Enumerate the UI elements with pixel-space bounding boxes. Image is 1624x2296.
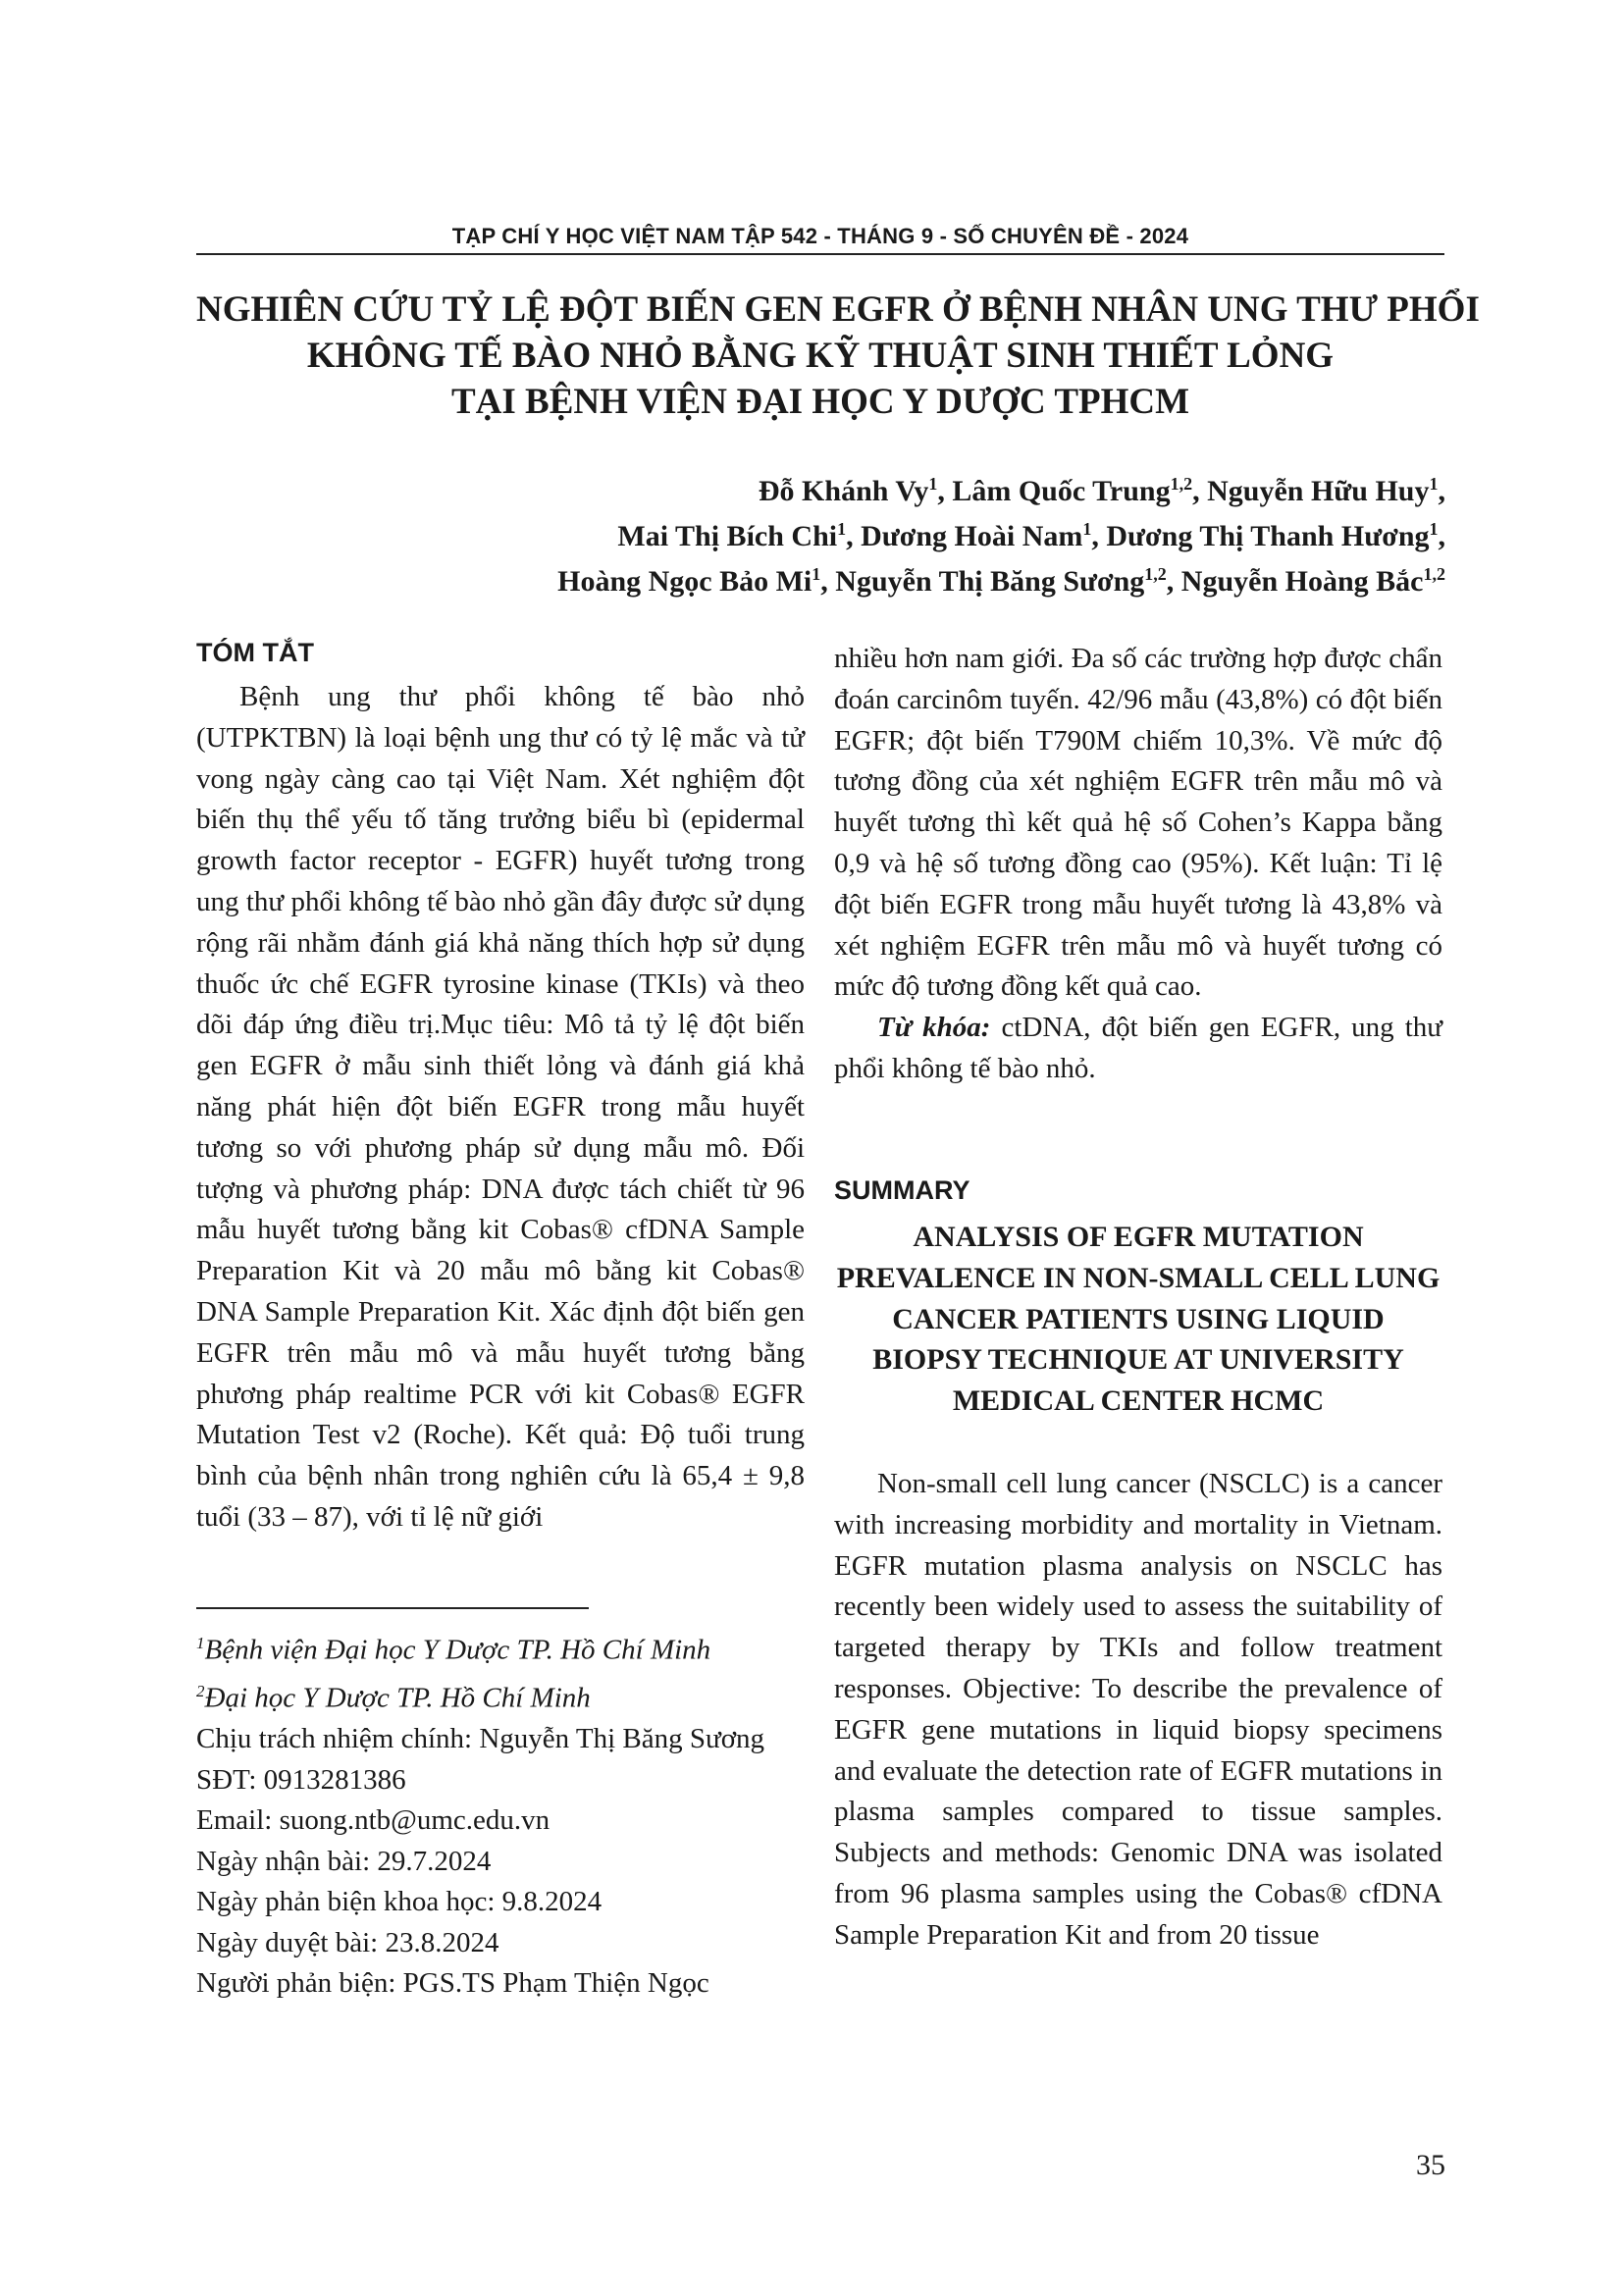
author-line-2: Mai Thị Bích Chi$^1$, Dương Hoài Nam$^1$, Dương Thị Thanh Hương$^1$,: [617, 519, 1445, 552]
affiliation-2: [196, 1671, 824, 1719]
journal-header: TẠP CHÍ Y HỌC VIỆT NAM TẬP 542 - THÁNG 9 - SỐ CHUYÊN ĐỀ - 2024: [451, 224, 1189, 248]
affiliation-1: [196, 1623, 824, 1671]
keywords-text: ctDNA, đột biến gen EGFR, ung thư phổi không tế bào nhỏ.: [834, 1012, 1442, 1084]
affiliation-text: Đại học Y Dược TP. Hồ Chí Minh: [204, 1682, 591, 1714]
title-line-2: KHÔNG TẾ BÀO NHỎ BẰNG KỸ THUẬT SINH THIẾT LỎNG: [306, 336, 1335, 376]
affiliation-mark: 2: [196, 1682, 205, 1701]
reviewer: Người phản biện: PGS.TS Phạm Thiện Ngọc: [196, 1967, 709, 2000]
abstract-en-column: [834, 1464, 1442, 1957]
title-line-3: TẠI BỆNH VIỆN ĐẠI HỌC Y DƯỢC TPHCM: [450, 382, 1190, 422]
author-affiliation-mark: 1,2: [1144, 564, 1167, 584]
article-title: [196, 287, 1480, 425]
footnote-rule: [196, 1607, 589, 1609]
author-affiliation-mark: 1,2: [1423, 564, 1445, 584]
author-name: Lâm Quốc Trung: [952, 475, 1171, 507]
email: Email: suong.ntb@umc.edu.vn: [196, 1804, 550, 1837]
abstract-vi-right-column: [834, 639, 1442, 1090]
abstract-vi-paragraph: Bệnh ung thư phổi không tế bào nhỏ (UTPKTBN) là loại bệnh ung thư có tỷ lệ mắc và tử vong ngày càng cao tại Việt Nam. Xét nghiệm đột biến thụ thể yếu tố tăng trưởng biểu bì (epidermal growth factor receptor - EGFR) huyết tương trong ung thư phổi không tế bào nhỏ gần đây được sử dụng rộng rãi nhằm đánh giá khả năng thích hợp sử dụng thuốc ức chế EGFR tyrosine kinase (TKIs) và theo dõi đáp ứng điều trị.Mục tiêu: Mô tả tỷ lệ đột biến gen EGFR ở mẫu sinh thiết lỏng và đánh giá khả năng phát hiện đột biến EGFR trong mẫu huyết tương so với phương pháp sử dụng mẫu mô. Đối tượng và phương pháp: DNA được tách chiết từ 96 mẫu huyết tương bằng kit Cobas® cfDNA Sample Preparation Kit và 20 mẫu mô bằng kit Cobas® DNA Sample Preparation Kit. Xác định đột biến gen EGFR trên mẫu mô và mẫu huyết tương bằng phương pháp realtime PCR với kit Cobas® EGFR Mutation Test v2 (Roche). Kết quả: Độ tuổi trung bình của bệnh nhân trong nghiên cứu là 65,4 ± 9,8 tuổi (33 – 87), với tỉ lệ nữ giới: [196, 681, 805, 1533]
author-name: Nguyễn Thị Băng Sương: [835, 565, 1145, 598]
author-affiliation-mark: 1: [1082, 519, 1092, 539]
author-affiliation-mark: 1: [1429, 519, 1439, 539]
summary-heading: SUMMARY: [834, 1175, 970, 1205]
author-name: Dương Hoài Nam: [861, 520, 1083, 552]
abstract-en-paragraph: Non-small cell lung cancer (NSCLC) is a cancer with increasing morbidity and mortality in Vietnam. EGFR mutation plasma analysis on NSCLC has recently been widely used to assess the suitability of targeted therapy by TKIs and follow treatment responses. Objective: To describe the prevalence of EGFR gene mutations in liquid biopsy specimens and evaluate the detection rate of EGFR mutations in plasma samples compared to tissue samples. Subjects and methods: Genomic DNA was isolated from 96 plasma samples using the Cobas® cfDNA Sample Preparation Kit and from 20 tissue: [834, 1468, 1442, 1951]
corresponding-author: Chịu trách nhiệm chính: Nguyễn Thị Băng Sương: [196, 1723, 765, 1755]
english-title: ANALYSIS OF EGFR MUTATION PREVALENCE IN NON-SMALL CELL LUNG CANCER PATIENTS USING LIQUID BIOPSY TECHNIQUE AT UNIVERSITY MEDICAL CENTER HCMC: [836, 1221, 1441, 1418]
title-line-1: NGHIÊN CỨU TỶ LỆ ĐỘT BIẾN GEN EGFR Ở BỆNH NHÂN UNG THƯ PHỔI: [196, 289, 1480, 330]
author-list: [557, 469, 1445, 604]
author-name: Đỗ Khánh Vy: [758, 475, 929, 507]
author-line-3: Hoàng Ngọc Bảo Mi$^1$, Nguyễn Thị Băng Sương$^{1,2}$, Nguyễn Hoàng Bắc$^{1,2}$: [557, 564, 1445, 598]
received-date: Ngày nhận bài: 29.7.2024: [196, 1845, 492, 1877]
affiliation-text: Bệnh viện Đại học Y Dược TP. Hồ Chí Minh: [204, 1634, 711, 1666]
abstract-vi-left-column: [196, 677, 805, 1539]
keywords-label: Từ khóa:: [877, 1012, 991, 1044]
abstract-vi-paragraph-continued: nhiều hơn nam giới. Đa số các trường hợp được chẩn đoán carcinôm tuyến. 42/96 mẫu (43,8%) có đột biến EGFR; đột biến T790M chiếm 10,3%. Về mức độ tương đồng của xét nghiệm EGFR trên mẫu mô và huyết tương thì kết quả hệ số Cohen’s Kappa bằng 0,9 và hệ số tương đồng cao (95%). Kết luận: Tỉ lệ đột biến EGFR trong mẫu huyết tương là 43,8% và xét nghiệm EGFR trên mẫu mô và huyết tương có mức độ tương đồng kết quả cao.: [834, 643, 1442, 1003]
affiliation-mark: 1: [196, 1634, 205, 1652]
author-affiliation-mark: 1: [1429, 474, 1439, 494]
review-date: Ngày phản biện khoa học: 9.8.2024: [196, 1886, 602, 1918]
accepted-date: Ngày duyệt bài: 23.8.2024: [196, 1926, 499, 1958]
author-affiliation-mark: 1: [812, 564, 821, 584]
page-number: 35: [1416, 2149, 1445, 2181]
author-name: Hoàng Ngọc Bảo Mi: [557, 565, 812, 598]
author-name: Nguyễn Hoàng Bắc: [1180, 565, 1424, 598]
header-rule: [196, 253, 1444, 255]
author-name: Mai Thị Bích Chi: [617, 520, 838, 552]
author-affiliation-mark: 1,2: [1170, 474, 1193, 494]
author-name: Dương Thị Thanh Hương: [1106, 520, 1430, 552]
author-name: Nguyễn Hữu Huy: [1207, 475, 1430, 507]
phone: SĐT: 0913281386: [196, 1763, 406, 1796]
tomtat-heading: TÓM TẮT: [196, 638, 314, 667]
footnotes: [196, 1623, 824, 2005]
keywords: [834, 1008, 1442, 1090]
author-line-1: Đỗ Khánh Vy$^1$, Lâm Quốc Trung$^{1,2}$, Nguyễn Hữu Huy$^1$,: [758, 474, 1445, 507]
author-affiliation-mark: 1: [928, 474, 938, 494]
author-affiliation-mark: 1: [837, 519, 847, 539]
